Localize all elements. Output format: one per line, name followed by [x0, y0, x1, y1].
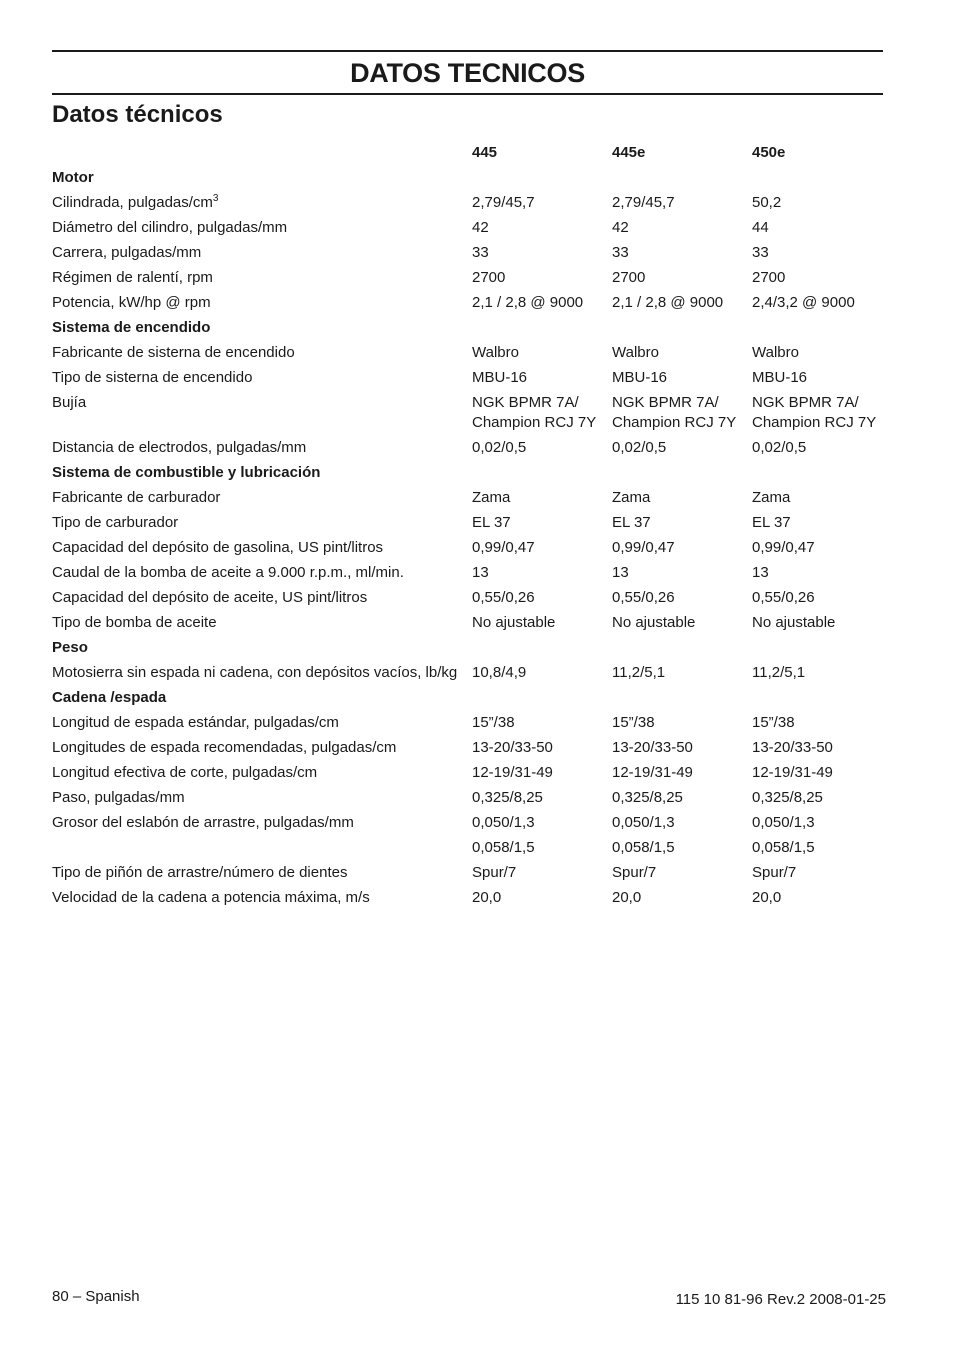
row-label: [52, 341, 472, 366]
table-row: [52, 786, 882, 811]
row-label: [52, 436, 472, 461]
row-label: [52, 561, 472, 586]
value-text: 13-20/33-50: [752, 739, 833, 756]
value-text: 12-19/31-49: [472, 764, 553, 781]
row-label-text: Motosierra sin espada ni cadena, con depósitos vacíos, lb/kg: [52, 664, 458, 681]
table-row: [52, 536, 882, 561]
value-text: 0,058/1,5: [752, 839, 815, 856]
value-text: MBU-16: [752, 369, 808, 386]
table-row: [52, 736, 882, 761]
value-cell: [752, 736, 882, 761]
row-label: [52, 511, 472, 536]
value-text: 33: [472, 244, 489, 261]
value-text: 0,55/0,26: [472, 589, 535, 606]
value-text: 0,02/0,5: [472, 439, 527, 456]
row-label-text: Caudal de la bomba de aceite a 9.000 r.p.m., ml/min.: [52, 564, 404, 581]
column-header-445e: 445e: [612, 144, 646, 161]
value-cell: [612, 486, 752, 511]
table-row: [52, 836, 882, 861]
row-label: [52, 811, 472, 836]
value-cell: [472, 241, 612, 266]
column-header-label: [52, 141, 472, 166]
value-cell: [472, 711, 612, 736]
value-text: 0,050/1,3: [612, 814, 675, 831]
value-cell: [472, 191, 612, 216]
value-text: 2700: [752, 269, 786, 286]
value-cell: [612, 291, 752, 316]
value-cell: [472, 511, 612, 536]
value-text: 0,02/0,5: [612, 439, 667, 456]
row-label-text: Cilindrada, pulgadas/cm: [52, 194, 213, 211]
value-text: 33: [752, 244, 769, 261]
value-text: 13-20/33-50: [472, 739, 553, 756]
table-row: [52, 216, 882, 241]
table-row: [52, 391, 882, 436]
value-text: Spur/7: [752, 864, 797, 881]
value-cell: [752, 811, 882, 836]
row-label: [52, 216, 472, 241]
value-cell: [472, 661, 612, 686]
row-label-text: Capacidad del depósito de gasolina, US pint/litros: [52, 539, 384, 556]
value-cell: [752, 216, 882, 241]
value-text: 2700: [612, 269, 646, 286]
section-row: [52, 166, 882, 191]
value-cell: [752, 266, 882, 291]
value-text: Spur/7: [472, 864, 517, 881]
value-text: 2,79/45,7: [612, 194, 675, 211]
value-cell: [612, 191, 752, 216]
row-label-text: Tipo de carburador: [52, 514, 179, 531]
value-text: 44: [752, 219, 769, 236]
value-text: MBU-16: [472, 369, 528, 386]
value-text: Zama: [612, 489, 651, 506]
value-text: No ajustable: [752, 614, 836, 631]
table-header-row: [52, 141, 882, 166]
section-row: [52, 686, 882, 711]
section-title: Datos técnicos: [52, 101, 223, 128]
row-label-text: Paso, pulgadas/mm: [52, 789, 185, 806]
page-number: 80 – Spanish: [52, 1288, 140, 1305]
document-reference: 115 10 81-96 Rev.2 2008-01-25: [675, 1291, 886, 1308]
row-label-text: Potencia, kW/hp @ rpm: [52, 294, 211, 311]
value-cell: [472, 536, 612, 561]
value-cell: [752, 786, 882, 811]
table-row: [52, 191, 882, 216]
value-cell: [612, 266, 752, 291]
value-cell: [752, 191, 882, 216]
value-cell: [472, 861, 612, 886]
value-cell: [612, 836, 752, 861]
value-text: EL 37: [472, 514, 511, 531]
value-text: NGK BPMR 7A/: [472, 394, 579, 411]
value-cell: [752, 486, 882, 511]
value-text-line2: Champion RCJ 7Y: [472, 414, 597, 431]
row-label: [52, 611, 472, 636]
row-label: [52, 836, 472, 861]
value-cell: [472, 611, 612, 636]
row-label-text: Bujía: [52, 394, 87, 411]
value-text: 2700: [472, 269, 506, 286]
row-label: [52, 711, 472, 736]
value-text: 0,55/0,26: [612, 589, 675, 606]
row-label: [52, 861, 472, 886]
value-text: Walbro: [472, 344, 519, 361]
value-cell: [472, 486, 612, 511]
value-cell: [752, 836, 882, 861]
value-cell: [752, 511, 882, 536]
value-cell: [752, 611, 882, 636]
table-row: [52, 511, 882, 536]
row-label-text: Tipo de piñón de arrastre/número de dientes: [52, 864, 348, 881]
value-text: 11,2/5,1: [752, 664, 806, 681]
value-cell: [612, 861, 752, 886]
row-label-text: Distancia de electrodos, pulgadas/mm: [52, 439, 307, 456]
value-text: 0,325/8,25: [472, 789, 543, 806]
value-cell: [752, 341, 882, 366]
row-label-text: Diámetro del cilindro, pulgadas/mm: [52, 219, 288, 236]
value-text: 11,2/5,1: [612, 664, 666, 681]
row-label-text: Tipo de bomba de aceite: [52, 614, 217, 631]
section-row: [52, 636, 882, 661]
table-row: [52, 811, 882, 836]
value-cell: [752, 886, 882, 911]
row-label-text: Tipo de sisterna de encendido: [52, 369, 253, 386]
table-row: [52, 241, 882, 266]
section-label: Motor: [52, 169, 94, 186]
value-cell: [612, 511, 752, 536]
value-text: No ajustable: [472, 614, 556, 631]
value-text: MBU-16: [612, 369, 668, 386]
value-text: 20,0: [612, 889, 642, 906]
value-text: 2,1 / 2,8 @ 9000: [472, 294, 584, 311]
row-label-text: Capacidad del depósito de aceite, US pint/litros: [52, 589, 368, 606]
value-text: 12-19/31-49: [752, 764, 833, 781]
value-cell: [612, 391, 752, 436]
row-label: [52, 191, 472, 216]
row-label-text: Velocidad de la cadena a potencia máxima, m/s: [52, 889, 370, 906]
header-top-rule: [52, 50, 883, 52]
row-label: [52, 736, 472, 761]
row-label: [52, 786, 472, 811]
value-cell: [472, 436, 612, 461]
value-text: 0,325/8,25: [612, 789, 683, 806]
row-label: [52, 391, 472, 436]
value-text: 13-20/33-50: [612, 739, 693, 756]
table-row: [52, 341, 882, 366]
table-row: [52, 291, 882, 316]
value-text: 0,99/0,47: [752, 539, 815, 556]
value-cell: [472, 391, 612, 436]
value-text: 2,4/3,2 @ 9000: [752, 294, 855, 311]
table-row: [52, 486, 882, 511]
value-cell: [472, 736, 612, 761]
value-cell: [752, 241, 882, 266]
value-cell: [612, 811, 752, 836]
value-cell: [752, 661, 882, 686]
value-text: Walbro: [612, 344, 659, 361]
value-text: No ajustable: [612, 614, 696, 631]
value-cell: [612, 711, 752, 736]
row-label-text: Fabricante de carburador: [52, 489, 221, 506]
specs-table: [52, 141, 882, 911]
column-header-445: 445: [472, 144, 498, 161]
row-label: [52, 486, 472, 511]
value-cell: [612, 341, 752, 366]
row-label: [52, 366, 472, 391]
table-row: [52, 861, 882, 886]
value-cell: [472, 786, 612, 811]
value-cell: [472, 811, 612, 836]
row-label-text: Carrera, pulgadas/mm: [52, 244, 202, 261]
value-text: 0,058/1,5: [472, 839, 535, 856]
value-text: 0,058/1,5: [612, 839, 675, 856]
value-text: 42: [612, 219, 629, 236]
table-row: [52, 711, 882, 736]
value-cell: [472, 561, 612, 586]
value-cell: [472, 366, 612, 391]
row-label: [52, 886, 472, 911]
value-cell: [472, 586, 612, 611]
value-cell: [472, 291, 612, 316]
value-text: 0,02/0,5: [752, 439, 807, 456]
section-row: [52, 461, 882, 486]
value-text: 0,325/8,25: [752, 789, 823, 806]
row-label: [52, 241, 472, 266]
value-text: 42: [472, 219, 489, 236]
value-text: 50,2: [752, 194, 782, 211]
value-cell: [752, 391, 882, 436]
value-cell: [612, 561, 752, 586]
value-text: 15”/38: [472, 714, 515, 731]
value-cell: [612, 216, 752, 241]
value-text: EL 37: [752, 514, 791, 531]
value-cell: [472, 886, 612, 911]
superscript: 3: [212, 193, 219, 204]
row-label-text: Longitud de espada estándar, pulgadas/cm: [52, 714, 339, 731]
value-text: 2,1 / 2,8 @ 9000: [612, 294, 724, 311]
value-cell: [472, 216, 612, 241]
value-text: 20,0: [752, 889, 782, 906]
value-cell: [752, 561, 882, 586]
value-text-line2: Champion RCJ 7Y: [752, 414, 877, 431]
row-label: [52, 266, 472, 291]
table-row: [52, 661, 882, 686]
value-cell: [612, 436, 752, 461]
value-cell: [612, 586, 752, 611]
value-text: 12-19/31-49: [612, 764, 693, 781]
section-label: Sistema de encendido: [52, 319, 211, 336]
header-bottom-rule: [52, 93, 883, 95]
value-text: Zama: [472, 489, 511, 506]
table-row: [52, 886, 882, 911]
table-row: [52, 436, 882, 461]
table-row: [52, 761, 882, 786]
value-text: 0,99/0,47: [472, 539, 535, 556]
value-cell: [472, 341, 612, 366]
table-row: [52, 266, 882, 291]
row-label-text: Régimen de ralentí, rpm: [52, 269, 213, 286]
value-text: 33: [612, 244, 629, 261]
value-text: Walbro: [752, 344, 799, 361]
value-text: Spur/7: [612, 864, 657, 881]
page-header-title: DATOS TECNICOS: [350, 58, 585, 88]
value-cell: [612, 611, 752, 636]
specs-table-body: [52, 166, 882, 911]
row-label: [52, 661, 472, 686]
row-label: [52, 536, 472, 561]
section-label: Peso: [52, 639, 88, 656]
value-text: EL 37: [612, 514, 651, 531]
row-label-text: Fabricante de sisterna de encendido: [52, 344, 295, 361]
value-text: 13: [752, 564, 769, 581]
row-label: [52, 291, 472, 316]
table-row: [52, 586, 882, 611]
value-cell: [612, 761, 752, 786]
table-row: [52, 611, 882, 636]
value-cell: [752, 711, 882, 736]
value-text: Zama: [752, 489, 791, 506]
value-text-line2: Champion RCJ 7Y: [612, 414, 737, 431]
value-cell: [612, 536, 752, 561]
row-label-text: Longitud efectiva de corte, pulgadas/cm: [52, 764, 318, 781]
section-row: [52, 316, 882, 341]
value-text: 0,55/0,26: [752, 589, 815, 606]
value-text: 0,050/1,3: [472, 814, 535, 831]
value-cell: [752, 436, 882, 461]
value-cell: [752, 861, 882, 886]
value-cell: [472, 266, 612, 291]
value-text: 15”/38: [612, 714, 655, 731]
value-text: 13: [612, 564, 629, 581]
value-text: 20,0: [472, 889, 502, 906]
value-cell: [612, 886, 752, 911]
value-text: 0,99/0,47: [612, 539, 675, 556]
value-cell: [752, 761, 882, 786]
value-cell: [752, 366, 882, 391]
value-cell: [472, 761, 612, 786]
row-label: [52, 761, 472, 786]
table-row: [52, 366, 882, 391]
value-text: 10,8/4,9: [472, 664, 527, 681]
row-label: [52, 586, 472, 611]
value-cell: [612, 786, 752, 811]
value-cell: [612, 661, 752, 686]
row-label-text: Grosor del eslabón de arrastre, pulgadas/mm: [52, 814, 354, 831]
value-text: 2,79/45,7: [472, 194, 535, 211]
section-label: Sistema de combustible y lubricación: [52, 464, 321, 481]
value-cell: [472, 836, 612, 861]
value-text: 13: [472, 564, 489, 581]
value-cell: [752, 291, 882, 316]
value-cell: [612, 736, 752, 761]
value-text: 0,050/1,3: [752, 814, 815, 831]
value-text: 15”/38: [752, 714, 795, 731]
value-text: NGK BPMR 7A/: [752, 394, 859, 411]
row-label-text: Longitudes de espada recomendadas, pulgadas/cm: [52, 739, 397, 756]
value-cell: [752, 586, 882, 611]
value-text: NGK BPMR 7A/: [612, 394, 719, 411]
value-cell: [612, 366, 752, 391]
value-cell: [752, 536, 882, 561]
column-header-450e: 450e: [752, 144, 786, 161]
table-row: [52, 561, 882, 586]
value-cell: [612, 241, 752, 266]
section-label: Cadena /espada: [52, 689, 167, 706]
